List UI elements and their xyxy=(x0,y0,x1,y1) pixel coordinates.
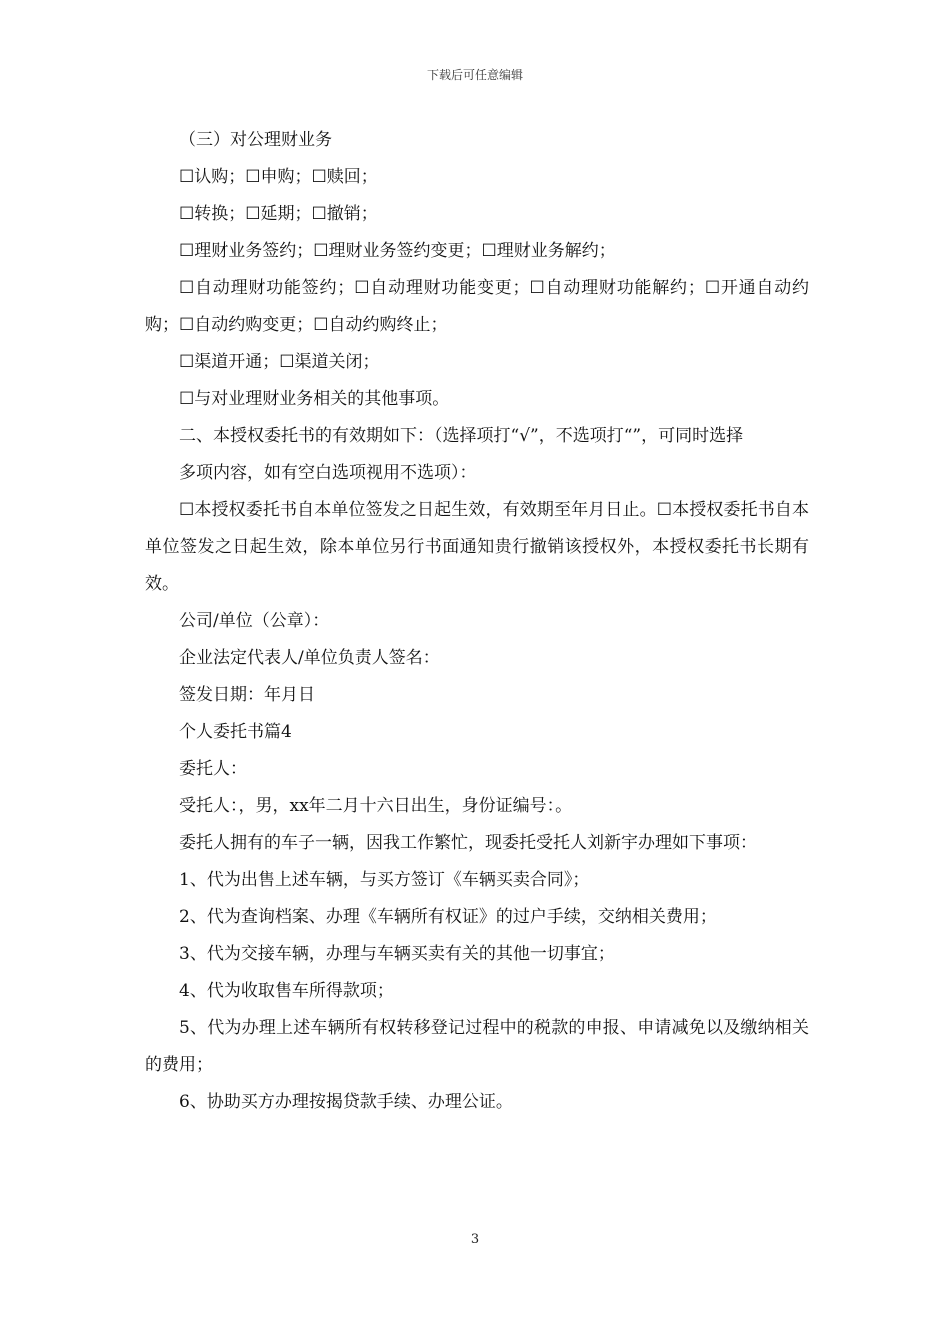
paragraph-checkbox-convert: ☐转换；☐延期；☐撤销； xyxy=(179,204,378,224)
paragraph-validity-options: ☐本授权委托书自本单位签发之日起生效，有效期至年月日止。☐本授权委托书自本单位签发之日起生效，除本单位另行书面通知贵行撤销该授权外，本授权委托书长期有效。 xyxy=(145,500,809,594)
paragraph-item-4: 4、代为收取售车所得款项； xyxy=(179,981,394,1001)
paragraph-authorization-intro: 委托人拥有的车子一辆，因我工作繁忙，现委托受托人刘新宇办理如下事项： xyxy=(179,833,757,853)
paragraph-checkbox-signing: ☐理财业务签约；☐理财业务签约变更；☐理财业务解约； xyxy=(179,241,616,261)
paragraph-checkbox-channel: ☐渠道开通；☐渠道关闭； xyxy=(179,352,380,372)
paragraph-item-1: 1、代为出售上述车辆，与买方签订《车辆买卖合同》； xyxy=(179,870,590,890)
paragraph-principal: 委托人： xyxy=(179,759,247,779)
paragraph-item-5: 5、代为办理上述车辆所有权转移登记过程中的税款的申报、申请减免以及缴纳相关的费用； xyxy=(145,1018,809,1075)
paragraph-checkbox-auto: ☐自动理财功能签约；☐自动理财功能变更；☐自动理财功能解约；☐开通自动约购；☐自动约购变更；☐自动约购终止； xyxy=(145,278,809,335)
paragraph-section-title: 个人委托书篇4 xyxy=(179,722,292,742)
paragraph-checkbox-purchase: ☐认购；☐申购；☐赎回； xyxy=(179,167,378,187)
page-header: 下载后可任意编辑 xyxy=(426,68,523,82)
paragraph-item-6: 6、协助买方办理按揭贷款手续、办理公证。 xyxy=(179,1092,513,1112)
paragraph-company-seal: 公司/单位（公章）： xyxy=(179,611,330,631)
page-number: 3 xyxy=(470,1232,480,1247)
paragraph-issue-date: 签发日期：年月日 xyxy=(179,685,315,705)
paragraph-agent: 受托人：，男，xx年二月十六日出生，身份证编号：。 xyxy=(179,796,573,816)
paragraph-item-3: 3、代为交接车辆，办理与车辆买卖有关的其他一切事宜； xyxy=(179,944,615,964)
paragraph-section-3-title: （三）对公理财业务 xyxy=(179,130,332,150)
document-body xyxy=(145,122,809,1121)
paragraph-checkbox-other: ☐与对业理财业务相关的其他事项。 xyxy=(179,389,450,409)
paragraph-validity-title: 二、本授权委托书的有效期如下：（选择项打“√”，不选项打“”，可同时选择 xyxy=(179,426,744,446)
paragraph-representative-signature: 企业法定代表人/单位负责人签名： xyxy=(179,648,440,668)
paragraph-validity-note: 多项内容，如有空白选项视用不选项）： xyxy=(179,463,477,483)
paragraph-item-2: 2、代为查询档案、办理《车辆所有权证》的过户手续，交纳相关费用； xyxy=(179,907,717,927)
